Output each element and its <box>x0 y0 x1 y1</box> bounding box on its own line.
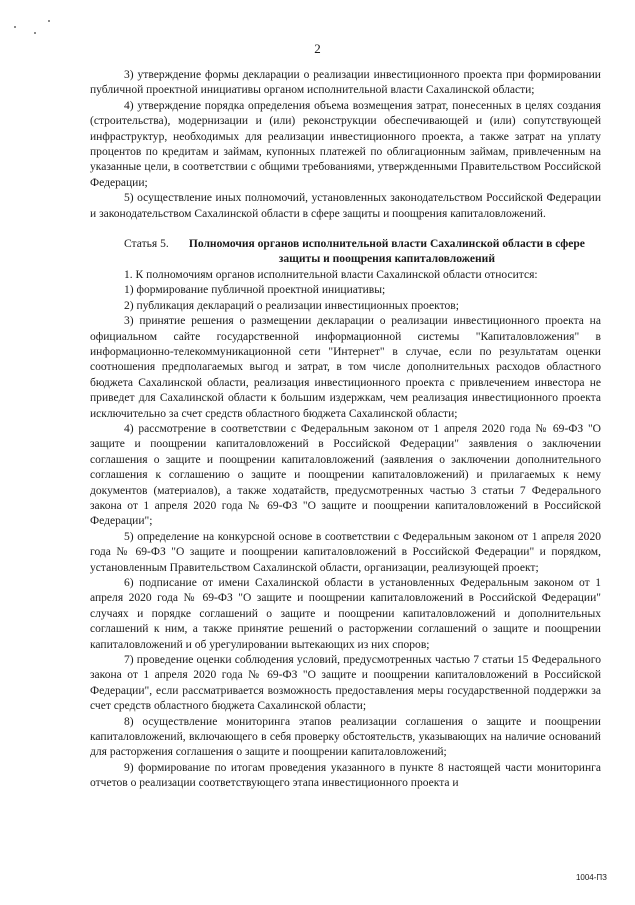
page-number: 2 <box>314 41 321 56</box>
paragraph: 9) формирование по итогам проведения указанного в пункте 8 настоящей части мониторинга отчетов о реализации соответствующего этапа инвестиционного проекта и <box>90 761 601 790</box>
document-code: 1004-ПЗ <box>575 873 607 882</box>
article-heading <box>90 237 601 268</box>
article-title: Полномочия органов исполнительной власти Сахалинской области в сфере защиты и поощрения капиталовложений <box>188 238 585 266</box>
speck <box>14 26 16 28</box>
speck <box>48 20 50 22</box>
spacer <box>90 222 601 237</box>
paragraph: 7) проведение оценки соблюдения условий, предусмотренных частью 7 статьи 15 Федерального закона от 1 апреля 2020 года № 69-ФЗ "О защите и поощрении капиталовложений в Российской Федерации", если рассматривается возможность предоставления меры государственной поддержки за счет средств областного бюджета Сахалинской области; <box>90 654 601 713</box>
speck <box>34 32 36 34</box>
paragraph: 6) подписание от имени Сахалинской области в установленных Федеральным законом от 1 апреля 2020 года № 69-ФЗ "О защите и поощрении капиталовложений в Российской Федерации" случаях и порядке соглашений о защите и поощрении капиталовложений и дополнительных соглашений к ним, а также принятие решений о расторжении соглашений о защите и поощрении капиталовложений и об урегулировании вытекающих из них споров; <box>90 577 601 651</box>
paragraph: 3) принятие решения о размещении декларации о реализации инвестиционного проекта на официальном сайте государственной информационной системы "Капиталовложения" в информационно-телекоммуникационной сети "Интернет" в случае, если по результатам оценки соотношения предполагаемых выгод и затрат, в том числе дополнительных расходов областного бюджета Сахалинской области, реализация инвестиционного проекта с привлечением инвестора не приведет для Сахалинской области к большим издержкам, чем реализация инвестиционного проекта исключительно за счет средств областного бюджета Сахалинской области; <box>90 315 601 420</box>
paragraph: 1) формирование публичной проектной инициативы; <box>124 284 386 297</box>
document-body <box>90 68 601 792</box>
paragraph: 4) рассмотрение в соответствии с Федеральным законом от 1 апреля 2020 года № 69-ФЗ "О защите и поощрении капиталовложений в Российской Федерации" заявления о заключении соглашения о защите и поощрении капиталовложений (заявления о заключении дополнительного соглашения к соглашению о защите и поощрении капиталовложений) и прилагаемых к нему документов (материалов), а также ходатайств, предусмотренных частью 3 статьи 7 Федерального закона от 1 апреля 2020 года № 69-ФЗ "О защите и поощрении капиталовложений в Российской Федерации"; <box>90 422 601 528</box>
paragraph: 5) определение на конкурсной основе в соответствии с Федеральным законом от 1 апреля 2020 года № 69-ФЗ "О защите и поощрении капиталовложений в Российской Федерации" и порядком, установленным Правительством Сахалинской области, организации, реализующей проект; <box>90 530 601 574</box>
paragraph: 8) осуществление мониторинга этапов реализации соглашения о защите и поощрении капиталовложений, включающего в себя проверку обстоятельств, указывающих на наличие оснований для расторжения соглашения о защите и поощрении капиталовложений; <box>90 715 601 759</box>
paragraph: 2) публикация деклараций о реализации инвестиционных проектов; <box>124 299 459 312</box>
paragraph: 4) утверждение порядка определения объема возмещения затрат, понесенных в целях создания (строительства), модернизации и (или) реконструкции обеспечивающей и (или) сопутствующей инфраструктур, необходимых для реализации инвестиционного проекта, а также затрат на уплату процентов по кредитам и займам, купонных платежей по облигационным займам, привлеченным на указанные цели, в соответствии с общими требованиями, утвержденными Правительством Российской Федерации; <box>90 99 601 189</box>
paragraph: 5) осуществление иных полномочий, установленных законодательством Российской Федерации и законодательством Сахалинской области в сфере защиты и поощрения капиталовложений. <box>90 192 601 220</box>
paragraph: 1. К полномочиям органов исполнительной власти Сахалинской области относится: <box>124 268 538 281</box>
paragraph: 3) утверждение формы декларации о реализации инвестиционного проекта при формировании публичной проектной инициативы органом исполнительной власти Сахалинской области; <box>90 69 601 97</box>
article-label: Статья 5. <box>124 238 169 251</box>
